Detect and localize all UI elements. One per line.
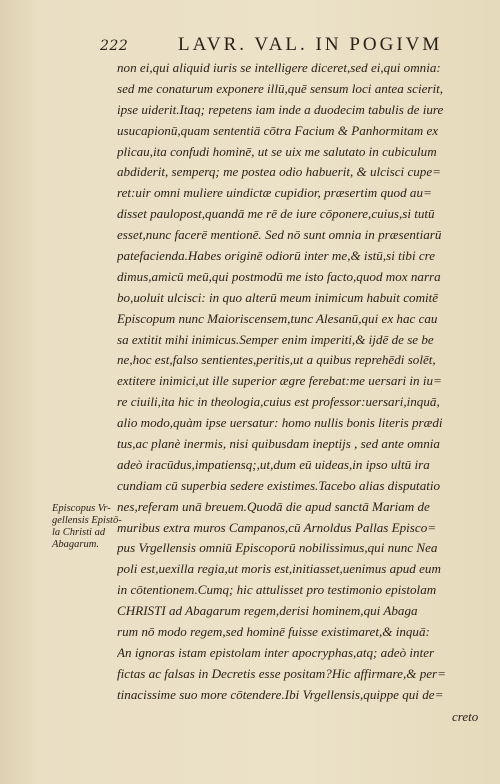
text-line: ret:uir omni muliere uindictæ cupidior, præsertim quod au=	[117, 185, 432, 201]
text-line: re ciuili,ita hic in theologia,cuius est professor:uersari,inquā,	[117, 394, 440, 410]
text-line: adeò iracūdus,impatiensq;,ut,dum eū uideas,in ipso ultū ira	[117, 456, 430, 472]
text-line: rum nō modo regem,sed hominē fuisse existimaret,& inquā:	[117, 624, 430, 640]
text-line: fictas ac falsas in Decretis esse positam?Hic affirmare,& per=	[117, 665, 446, 681]
text-line: nes,referam unā breuem.Quodā die apud sanctā Mariam de	[117, 498, 430, 514]
running-head: LAVR. VAL. IN POGIVM	[178, 34, 443, 55]
text-line: non ei,qui aliquid iuris se intelligere diceret,sed ei,qui omnia:	[117, 60, 441, 75]
text-line: tus,ac planè inermis, nisi quibusdam ineptijs , sed ante omnia	[117, 436, 440, 452]
text-line: bo,uoluit ulcisci: in quo alterū meum inimicum habuit comitē	[117, 289, 439, 305]
margin-note-line: Abagarum.	[52, 539, 99, 550]
text-line: extitere inimici,ut ille superior ægre ferebat:me uersari in iu=	[117, 373, 442, 389]
text-line: pus Vrgellensis omniū Episcoporū nobilissimus,qui nunc Nea	[117, 540, 438, 556]
text-line: tinacissime suo more cōtendere.Ibi Vrgellensis,quippe qui de=	[117, 686, 444, 702]
text-line: sa extitit mihi inimicus.Semper enim imperiti,& ijdē de se be	[117, 331, 434, 347]
text-line: esset,nunc facerē mentionē. Sed nō sunt omnia in præsentiarū	[117, 227, 442, 243]
text-line: usucapionū,quam sententiā cōtra Facium & Panhormitam ex	[117, 122, 439, 138]
text-line: dimus,amicū meū,qui postmodū me isto facto,quod mox narra	[117, 268, 441, 284]
catchword: creto	[452, 709, 479, 724]
text-line: plicau,ita confudi hominē, ut se uix me salutato in cubiculum	[117, 143, 437, 159]
text-line: CHRISTI ad Abagarum regem,derisi hominem,qui Abaga	[117, 603, 418, 619]
text-line: cundiam cū superbia sedere existimes.Tacebo alias disputatio	[117, 477, 441, 493]
margin-note-line: gellensis Epistō-	[52, 515, 122, 526]
folio-number: 222	[100, 38, 129, 54]
text-line: patefacienda.Habes originē odiorū inter me,& istū,si tibi cre	[117, 248, 436, 264]
text-line: sed me conaturum exponere illū,quē sensum loci antea scierit,	[117, 80, 444, 96]
margin-note	[52, 503, 122, 551]
text-line: in cōtentionem.Cumq; hic attulisset pro testimonio epistolam	[117, 582, 437, 598]
text-line: Episcopum nunc Maioriscensem,tunc Alesanū,qui ex hac cau	[117, 310, 438, 326]
margin-note-line: Episcopus Vr-	[52, 503, 111, 514]
margin-note-line: la Christi ad	[52, 527, 106, 538]
body-text	[117, 58, 485, 706]
text-line: muribus extra muros Campanos,cū Arnoldus Pallas Episco=	[117, 519, 437, 535]
text-line: ipse uiderit.Itaq; repetens iam inde a duodecim tabulis de iure	[117, 101, 444, 117]
text-line: alio modo,quàm ipse uersatur: homo nullis bonis literis prædi	[117, 415, 443, 431]
text-line: An ignoras istam epistolam inter apocryphas,atq; adeò inter	[117, 644, 435, 660]
text-line: ne,hoc est,falso sentientes,peritis,ut a quibus reprehēdi solēt,	[117, 352, 436, 368]
text-line: abdiderit, semperq; me postea odio habuerit, & ulcisci cupe=	[117, 164, 441, 180]
text-line: poli est,uexilla regia,ut moris est,initiasset,uenimus apud eum	[117, 561, 441, 577]
text-line: disset paulopost,quandā me rē de iure cōponere,cuius,si tutū	[117, 206, 435, 222]
page-header	[100, 34, 480, 56]
